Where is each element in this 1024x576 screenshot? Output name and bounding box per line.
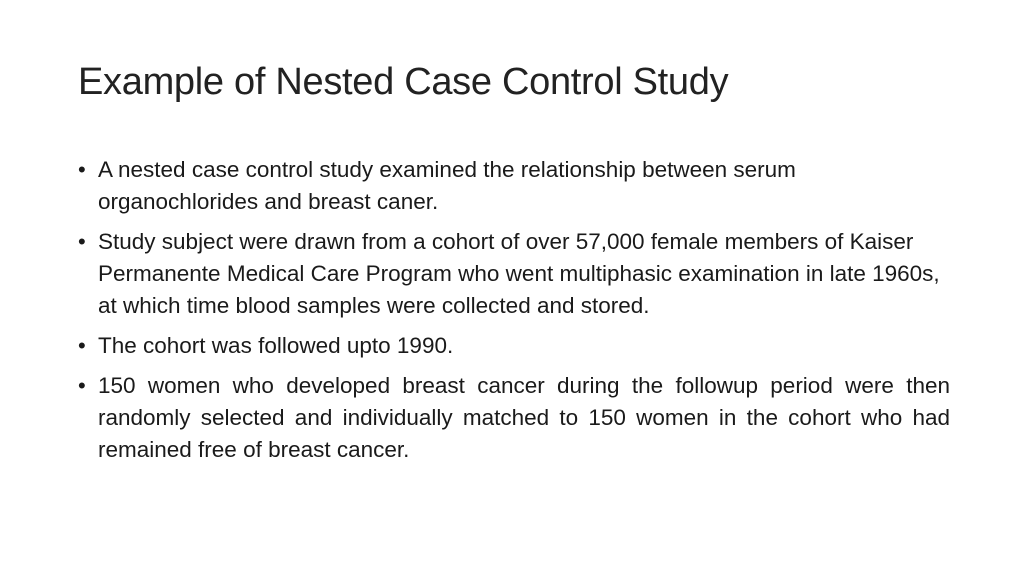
bullet-item-1 (78, 154, 950, 218)
bullet-item-3 (78, 330, 950, 362)
bullet-icon: • (78, 157, 86, 182)
slide-title: Example of Nested Case Control Study (78, 61, 729, 103)
bullet-text-2: Study subject were drawn from a cohort of over 57,000 female members of Kaiser Permanente Medical Care Program who went multiphasic examination in late 1960s, at which time blood samples were collected and stored. (98, 229, 940, 318)
bullet-text-1: A nested case control study examined the relationship between serum organochlorides and breast caner. (98, 157, 796, 214)
bullet-list (78, 154, 950, 474)
bullet-icon: • (78, 333, 86, 358)
bullet-item-4 (78, 370, 950, 466)
bullet-text-3: The cohort was followed upto 1990. (98, 333, 454, 358)
bullet-text-4: 150 women who developed breast cancer during the followup period were then randomly selected and individually matched to 150 women in the cohort who had remained free of breast cancer. (98, 373, 950, 462)
bullet-icon: • (78, 229, 86, 254)
bullet-icon: • (78, 373, 86, 398)
bullet-item-2 (78, 226, 950, 322)
